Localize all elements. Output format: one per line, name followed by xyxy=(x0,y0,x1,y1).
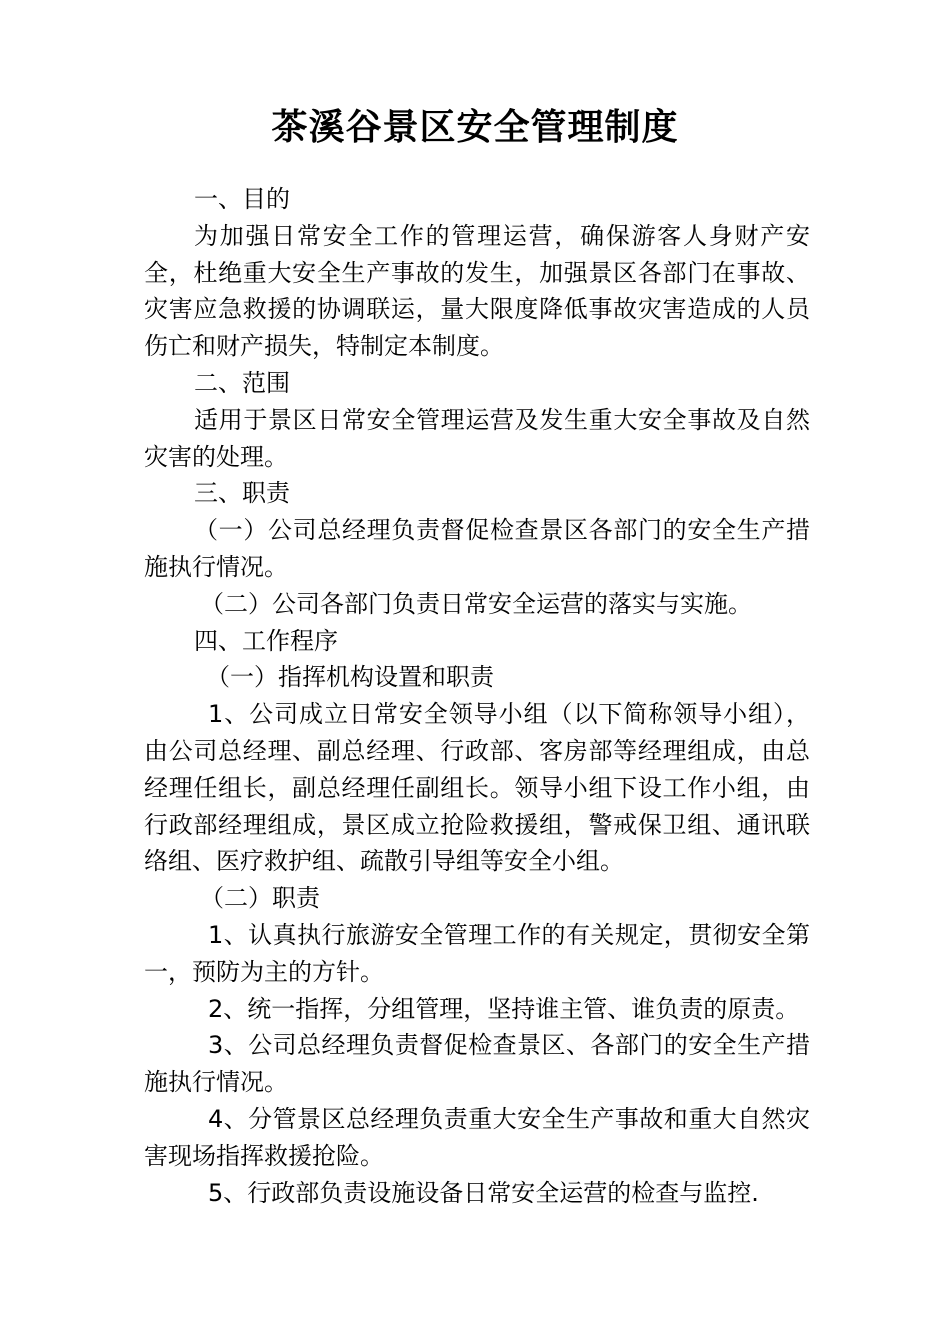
duty-item-1: 1、认真执行旅游安全管理工作的有关规定，贯彻安全第一，预防为主的方针。 xyxy=(144,920,810,986)
section-heading-procedure: 四、工作程序 xyxy=(194,626,338,655)
section-heading-scope: 二、范围 xyxy=(194,368,290,397)
duty-item-3: 3、公司总经理负责督促检查景区、各部门的安全生产措施执行情况。 xyxy=(144,1031,810,1097)
responsibility-item-1: （一）公司总经理负责督促检查景区各部门的安全生产措施执行情况。 xyxy=(144,516,810,581)
scope-paragraph: 适用于景区日常安全管理运营及发生重大安全事故及自然灾害的处理。 xyxy=(144,405,810,471)
subsection-heading-duties: （二）职责 xyxy=(200,884,320,913)
purpose-paragraph: 为加强日常安全工作的管理运营，确保游客人身财产安全，杜绝重大安全生产事故的发生，加强景区各部门在事故、灾害应急救援的协调联运，量大限度降低事故灾害造成的人员伤亡和财产损失，特制定本制度。 xyxy=(144,221,810,361)
duty-item-4: 4、分管景区总经理负责重大安全生产事故和重大自然灾害现场指挥救援抢险。 xyxy=(144,1104,810,1170)
document-title: 茶溪谷景区安全管理制度 xyxy=(271,107,679,148)
subsection-heading-command: （一）指挥机构设置和职责 xyxy=(206,663,494,692)
duty-item-5: 5、行政部负责设施设备日常安全运营的检查与监控. xyxy=(208,1178,759,1207)
duty-item-2: 2、统一指挥，分组管理，坚持谁主管、谁负责的原责。 xyxy=(208,994,800,1023)
command-item-1: 1、公司成立日常安全领导小组（以下简称领导小组），由公司总经理、副总经理、行政部、客房部等经理组成，由总经理任组长，副总经理任副组长。领导小组下设工作小组，由行政部经理组成，景区成立抢险救援组，警戒保卫组、通讯联络组、医疗救护组、疏散引导组等安全小组。 xyxy=(144,700,810,876)
document-body xyxy=(144,181,810,1211)
section-heading-responsibilities: 三、职责 xyxy=(194,479,290,508)
responsibility-item-2: （二）公司各部门负责日常安全运营的落实与实施。 xyxy=(200,589,752,618)
section-heading-purpose: 一、目的 xyxy=(194,185,290,213)
